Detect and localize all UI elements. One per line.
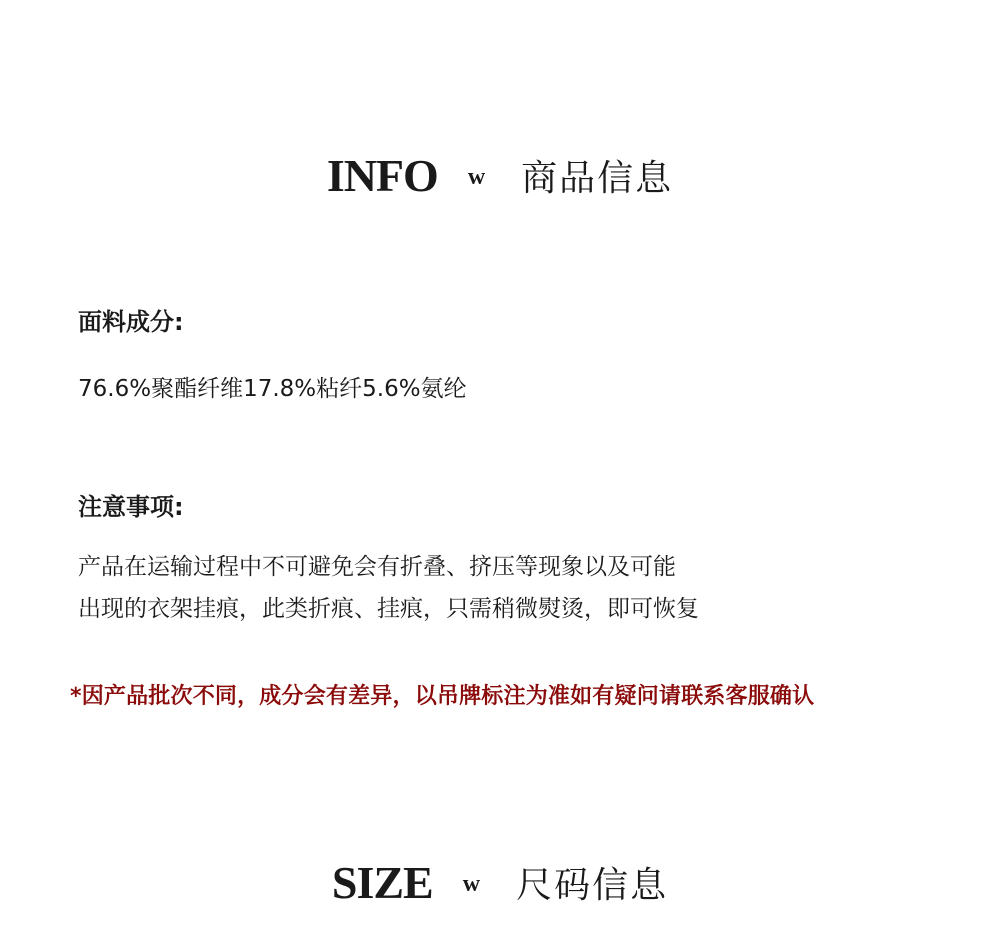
info-title-en: INFO (326, 149, 438, 201)
fabric-label: 面料成分: (78, 308, 184, 336)
info-mark-icon: w (467, 163, 486, 190)
size-title-en: SIZE (331, 856, 433, 908)
disclaimer-note: *因产品批次不同，成分会有差异，以吊牌标注为准如有疑问请联系客服确认 (70, 684, 815, 709)
care-notes-line-2: 出现的衣架挂痕，此类折痕、挂痕，只需稍微熨烫，即可恢复 (78, 596, 699, 622)
info-title-cn: 商品信息 (521, 157, 674, 199)
info-section-header (0, 145, 1000, 205)
care-notes-label: 注意事项: (78, 493, 184, 521)
size-mark-icon: w (462, 870, 481, 897)
size-section-header (0, 852, 1000, 912)
care-notes-line-1: 产品在运输过程中不可避免会有折叠、挤压等现象以及可能 (78, 554, 676, 580)
size-title-cn: 尺码信息 (516, 864, 669, 906)
fabric-composition: 76.6%聚酯纤维17.8%粘纤5.6%氨纶 (78, 376, 467, 402)
